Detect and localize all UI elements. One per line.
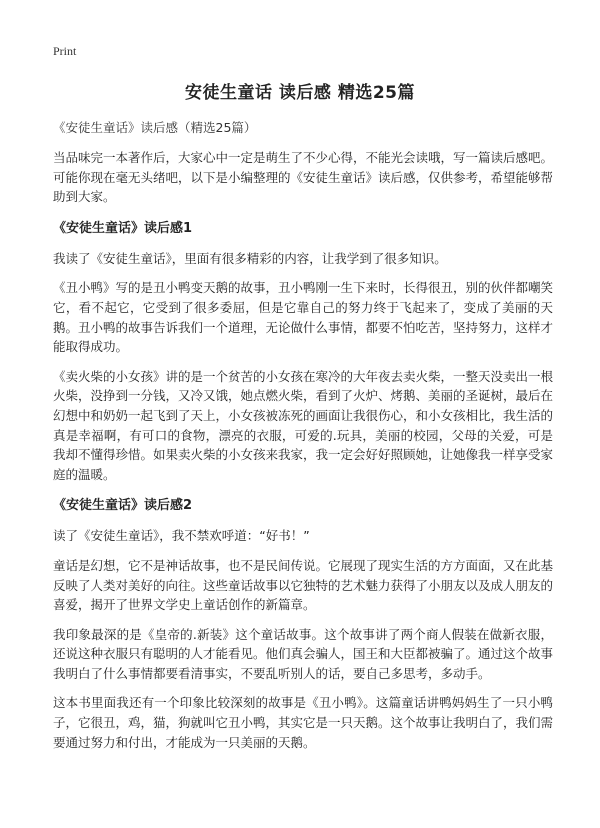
paragraph: 我印象最深的是《皇帝的.新装》这个童话故事。这个故事讲了两个商人假装在做新衣服，还说这种衣服只有聪明的人才能看见。他们真会骗人，国王和大臣都被骗了。通过这个故事我明白了什么事情都要看清事实，不要乱听别人的话，要自己多思考，多动手。 bbox=[53, 626, 554, 681]
print-label: Print bbox=[53, 44, 77, 58]
section-1 bbox=[53, 219, 553, 485]
section-heading: 《安徒生童话》读后感1 bbox=[53, 220, 193, 236]
section-heading: 《安徒生童话》读后感2 bbox=[53, 498, 193, 514]
paragraph: 《丑小鸭》写的是丑小鸭变天鹅的故事，丑小鸭刚一生下来时，长得很丑，别的伙伴都嘲笑它，看不起它，它受到了很多委屈，但是它靠自己的努力终于飞起来了，变成了美丽的天鹅。丑小鸭的故事告诉我们一个道理，无论做什么事情，都要不怕吃苦，坚持努力，这样才能取得成功。 bbox=[53, 280, 554, 355]
document-body bbox=[53, 118, 553, 762]
paragraph: 《卖火柴的小女孩》讲的是一个贫苦的小女孩在寒冷的大年夜去卖火柴，一整天没卖出一根火柴，没挣到一分钱，又冷又饿，她点燃火柴，看到了火炉、烤鹅、美丽的圣诞树，最后在幻想中和奶奶一起飞到了天上，小女孩被冻死的画面让我很伤心，和小女孩相比，我生活的真是幸福啊，有可口的食物，漂亮的衣服，可爱的.玩具，美丽的校园，父母的关爱，可是我却不懂得珍惜。如果卖火柴的小女孩来我家，我一定会好好照顾她，让她像我一样享受家庭的温暖。 bbox=[53, 368, 554, 482]
paragraph: 童话是幻想，它不是神话故事，也不是民间传说。它展现了现实生活的方方面面，又在此基反映了人类对美好的向往。这些童话故事以它独特的艺术魅力获得了小朋友以及成人朋友的喜爱，揭开了世界文学史上童话创作的新篇章。 bbox=[53, 557, 554, 613]
document-title: 安徒生童话 读后感 精选25篇 bbox=[185, 83, 415, 103]
document-subtitle: 《安徒生童话》读后感（精选25篇） bbox=[53, 120, 257, 135]
paragraph: 这本书里面我还有一个印象比较深刻的故事是《丑小鸭》。这篇童话讲鸭妈妈生了一只小鸭子，它很丑，鸡，猫，狗就叫它丑小鸭，其实它是一只天鹅。这个故事让我明白了，我们需要通过努力和付出，才能成为一只美丽的天鹅。 bbox=[53, 695, 554, 750]
paragraph: 我读了《安徒生童话》，里面有很多精彩的内容，让我学到了很多知识。 bbox=[53, 250, 447, 266]
paragraph: 读了《安徒生童话》，我不禁欢呼道：“好书！” bbox=[53, 528, 310, 544]
section-2 bbox=[53, 496, 553, 752]
intro-paragraph: 当品味完一本著作后，大家心中一定是萌生了不少心得，不能光会读哦，写一篇读后感吧。可能你现在毫无头绪吧，以下是小编整理的《安徒生童话》读后感，仅供参考，希望能够帮助到大家。 bbox=[53, 150, 554, 205]
